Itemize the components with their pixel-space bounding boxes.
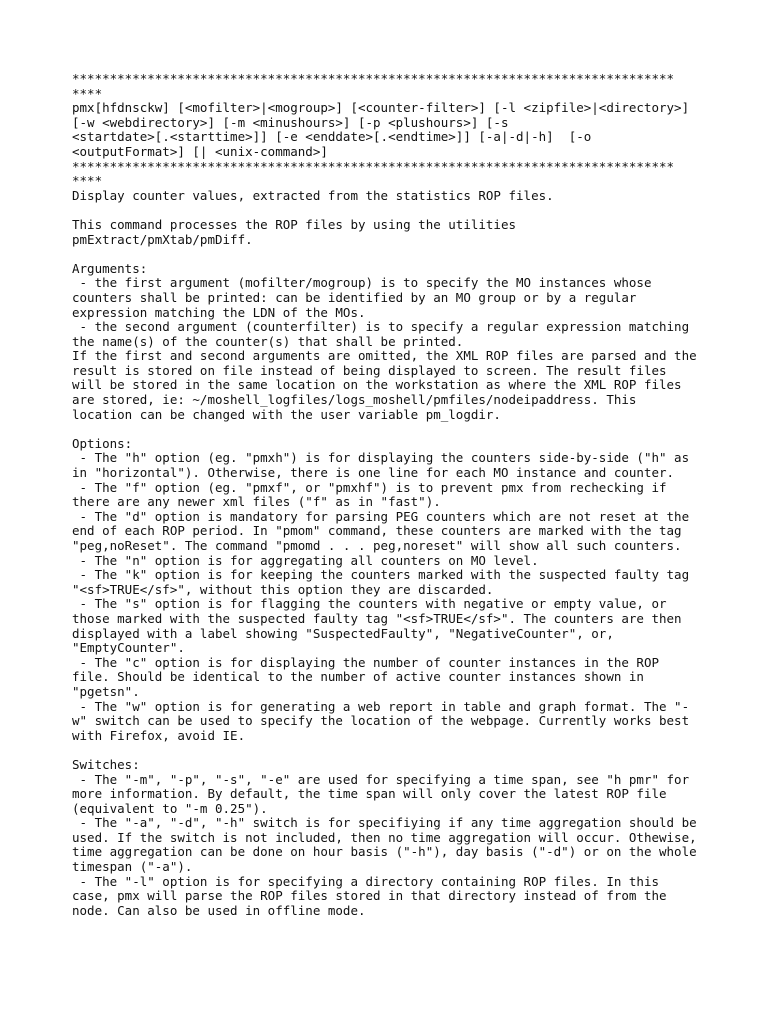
text-line: - the first argument (mofilter/mogroup) is to specify the MO instances whose — [72, 275, 652, 291]
text-line: <outputFormat>] [| <unix-command>] — [72, 143, 328, 159]
text-line: result is stored on file instead of being displayed to screen. The result files — [72, 362, 667, 378]
text-line: file. Should be identical to the number of active counter instances shown in — [72, 669, 644, 685]
text-line: pmx[hfdnsckw] [<mofilter>|<mogroup>] [<counter-filter>] [-l <zipfile>|<directory>] — [72, 100, 690, 116]
text-line — [72, 422, 712, 437]
text-line: those marked with the suspected faulty tag "<sf>TRUE</sf>". The counters are then — [72, 610, 682, 626]
text-line: This command processes the ROP files by using the utilities — [72, 216, 517, 232]
text-line — [72, 203, 712, 218]
text-line: time aggregation can be done on hour basis ("-h"), day basis ("-d") or on the whole — [72, 844, 697, 860]
text-line: - The "-l" option is for specifying a directory containing ROP files. In this — [72, 873, 659, 889]
text-line: ******************************************************************************** — [72, 158, 675, 174]
text-line — [72, 743, 712, 758]
text-line: location can be changed with the user variable pm_logdir. — [72, 406, 501, 422]
text-line: - The "w" option is for generating a web report in table and graph format. The "- — [72, 698, 690, 714]
text-line: the name(s) of the counter(s) that shall be printed. — [72, 333, 464, 349]
document-page — [72, 72, 712, 918]
text-line: will be stored in the same location on the workstation as where the XML ROP files — [72, 377, 682, 393]
text-line: [-w <webdirectory>] [-m <minushours>] [-p <plushours>] [-s — [72, 114, 509, 130]
text-line: - the second argument (counterfilter) is to specify a regular expression matching — [72, 319, 690, 335]
text-line: node. Can also be used in offline mode. — [72, 902, 366, 918]
text-line: Options: — [72, 435, 133, 451]
text-line: - The "n" option is for aggregating all counters on MO level. — [72, 552, 539, 568]
text-line: more information. By default, the time span will only cover the latest ROP file — [72, 786, 667, 802]
text-line: end of each ROP period. In "pmom" command, these counters are marked with the tag — [72, 523, 682, 539]
text-line: there are any newer xml files ("f" as in "fast"). — [72, 494, 441, 510]
text-line: timespan ("-a"). — [72, 859, 193, 875]
text-line: (equivalent to "-m 0.25"). — [72, 800, 268, 816]
text-line: with Firefox, avoid IE. — [72, 727, 246, 743]
text-line: are stored, ie: ~/moshell_logfiles/logs_moshell/pmfiles/nodeipaddress. This — [72, 392, 637, 408]
text-line: - The "-m", "-p", "-s", "-e" are used for specifying a time span, see "h pmr" for — [72, 771, 690, 787]
text-line: **** — [72, 173, 103, 189]
text-line: <startdate>[.<starttime>]] [-e <enddate>[.<endtime>]] [-a|-d|-h] [-o — [72, 129, 592, 145]
text-line: - The "-a", "-d", "-h" switch is for specifiying if any time aggregation should be — [72, 815, 697, 831]
text-line: Arguments: — [72, 260, 148, 276]
text-line: **** — [72, 85, 103, 101]
text-line: "peg,noReset". The command "pmomd . . . peg,noreset" will show all such counters. — [72, 538, 682, 553]
text-line: Display counter values, extracted from the statistics ROP files. — [72, 187, 554, 203]
text-line: "pgetsn". — [72, 683, 140, 699]
text-line: - The "d" option is mandatory for parsing PEG counters which are not reset at the — [72, 508, 690, 524]
text-line: Switches: — [72, 756, 140, 772]
text-line: - The "s" option is for flagging the counters with negative or empty value, or — [72, 596, 667, 612]
text-line — [72, 247, 712, 262]
text-line: displayed with a label showing "SuspectedFaulty", "NegativeCounter", or, — [72, 625, 614, 641]
text-line: case, pmx will parse the ROP files stored in that directory instead of from the — [72, 888, 667, 904]
text-line: used. If the switch is not included, then no time aggregation will occur. Othewise, — [72, 829, 697, 845]
text-line: If the first and second arguments are omitted, the XML ROP files are parsed and the — [72, 348, 697, 364]
text-line: "<sf>TRUE</sf>", without this option they are discarded. — [72, 581, 494, 597]
text-line: w" switch can be used to specify the location of the webpage. Currently works best — [72, 713, 690, 729]
text-line: "EmptyCounter". — [72, 640, 185, 656]
text-line: - The "h" option (eg. "pmxh") is for displaying the counters side-by-side ("h" as — [72, 450, 690, 466]
text-line: in "horizontal"). Otherwise, there is one line for each MO instance and counter. — [72, 465, 675, 481]
text-line: - The "c" option is for displaying the number of counter instances in the ROP — [72, 654, 659, 670]
text-line: pmExtract/pmXtab/pmDiff. — [72, 231, 253, 247]
text-line: expression matching the LDN of the MOs. — [72, 304, 366, 320]
text-line: - The "f" option (eg. "pmxf", or "pmxhf") is to prevent pmx from rechecking if — [72, 479, 667, 495]
text-line: counters shall be printed: can be identified by an MO group or by a regular — [72, 289, 637, 305]
text-line: - The "k" option is for keeping the counters marked with the suspected faulty tag — [72, 567, 690, 583]
text-line: ******************************************************************************** — [72, 71, 675, 86]
